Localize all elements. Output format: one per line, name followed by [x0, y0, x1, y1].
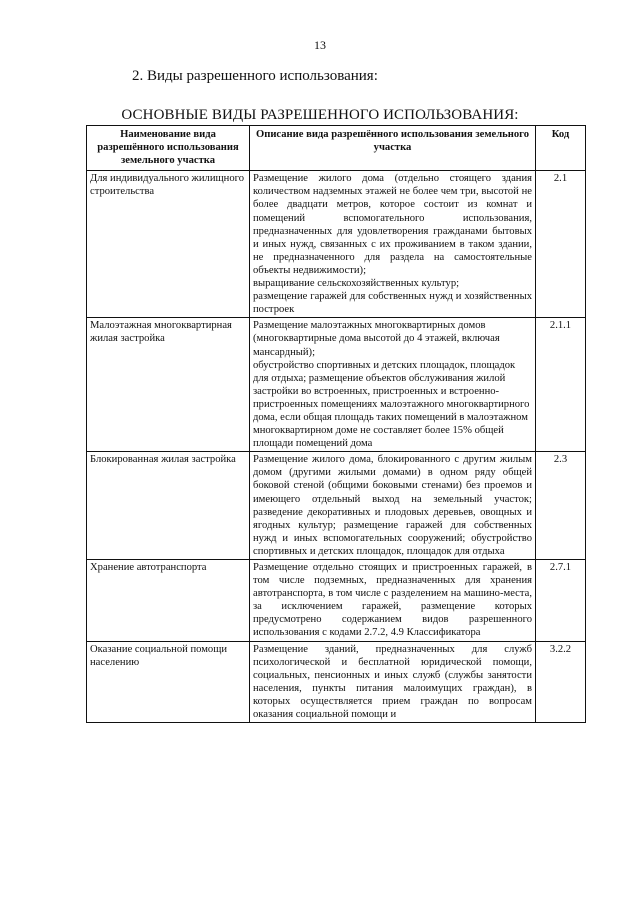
- table-row: [87, 318, 586, 452]
- row-code: 2.7.1: [536, 560, 586, 642]
- table-row: [87, 641, 586, 723]
- page-number: 13: [314, 38, 326, 52]
- row-description: [250, 560, 536, 642]
- table-title: ОСНОВНЫЕ ВИДЫ РАЗРЕШЕННОГО ИСПОЛЬЗОВАНИЯ:: [121, 107, 519, 123]
- row-name: Оказание социальной помощи населению: [87, 641, 250, 723]
- header-code: Код: [536, 126, 586, 171]
- row-description: [250, 452, 536, 560]
- description-line: размещение гаражей для собственных нужд и хозяйственных построек: [253, 291, 532, 316]
- row-name: Хранение автотранспорта: [87, 560, 250, 642]
- table-header-row: [87, 126, 586, 171]
- table-row: [87, 560, 586, 642]
- description-line: Размещение отдельно стоящих и пристроенных гаражей, в том числе подземных, предназначенных для хранения автотранспорта, в том числе с разделением на машино-места, за исключением гаражей, размещение которых предусмотрено содержанием видов разрешенного использования с кодами 2.7.2, 4.9 Классификатора: [253, 562, 532, 639]
- description-line: Размещение малоэтажных многоквартирных домов (многоквартирные дома высотой до 4 этажей, включая мансардный);: [253, 320, 500, 358]
- permitted-use-table: [86, 125, 586, 723]
- table-row: [87, 171, 586, 318]
- description-line: Размещение жилого дома (отдельно стоящего здания количеством надземных этажей не более чем три, высотой не более двадцати метров, которое состоит из комнат и помещений вспомогательного использования, предназначенных для удовлетворения гражданами бытовых и иных нужд, связанных с их проживанием в таком здании, не предназначенного для раздела на самостоятельные объекты недвижимости);: [253, 173, 532, 276]
- row-description: [250, 171, 536, 318]
- header-description: Описание вида разрешённого использования земельного участка: [250, 126, 536, 171]
- header-name: Наименование вида разрешённого использования земельного участка: [87, 126, 250, 171]
- row-code: 3.2.2: [536, 641, 586, 723]
- row-name: Малоэтажная многоквартирная жилая застройка: [87, 318, 250, 452]
- row-code: 2.1: [536, 171, 586, 318]
- description-line: Размещение жилого дома, блокированного с другим жилым домом (другими жилыми домами) в одном ряду общей боковой стеной (общими боковыми стенами) без проемов и имеющего отдельный выход на земельный участок; разведение декоративных и плодовых деревьев, овощных и ягодных культур; размещение гаражей для собственных нужд и иных вспомогательных сооружений; обустройство спортивных и детских площадок, площадок для отдыха: [253, 454, 532, 557]
- row-code: 2.1.1: [536, 318, 586, 452]
- row-description: [250, 318, 536, 452]
- table-row: [87, 452, 586, 560]
- row-description: [250, 641, 536, 723]
- description-line: Размещение зданий, предназначенных для служб психологической и бесплатной юридической помощи, социальных, пенсионных и иных служб (службы занятости населения, пункты питания малоимущих граждан), в которых осуществляется прием граждан по вопросам оказания социальной помощи и: [253, 643, 532, 721]
- description-line: обустройство спортивных и детских площадок, площадок для отдыха; размещение объектов обслуживания жилой застройки во встроенных, пристроенных и встроенно-пристроенных помещениях малоэтажного многоквартирного дома, если общая площадь таких помещений в малоэтажном многоквартирном доме не составляет более 15% общей площади помещений дома: [253, 359, 530, 450]
- section-heading: 2. Виды разрешенного использования:: [132, 68, 378, 84]
- row-name: Для индивидуального жилищного строительства: [87, 171, 250, 318]
- description-line: выращивание сельскохозяйственных культур;: [253, 278, 460, 290]
- row-name: Блокированная жилая застройка: [87, 452, 250, 560]
- row-code: 2.3: [536, 452, 586, 560]
